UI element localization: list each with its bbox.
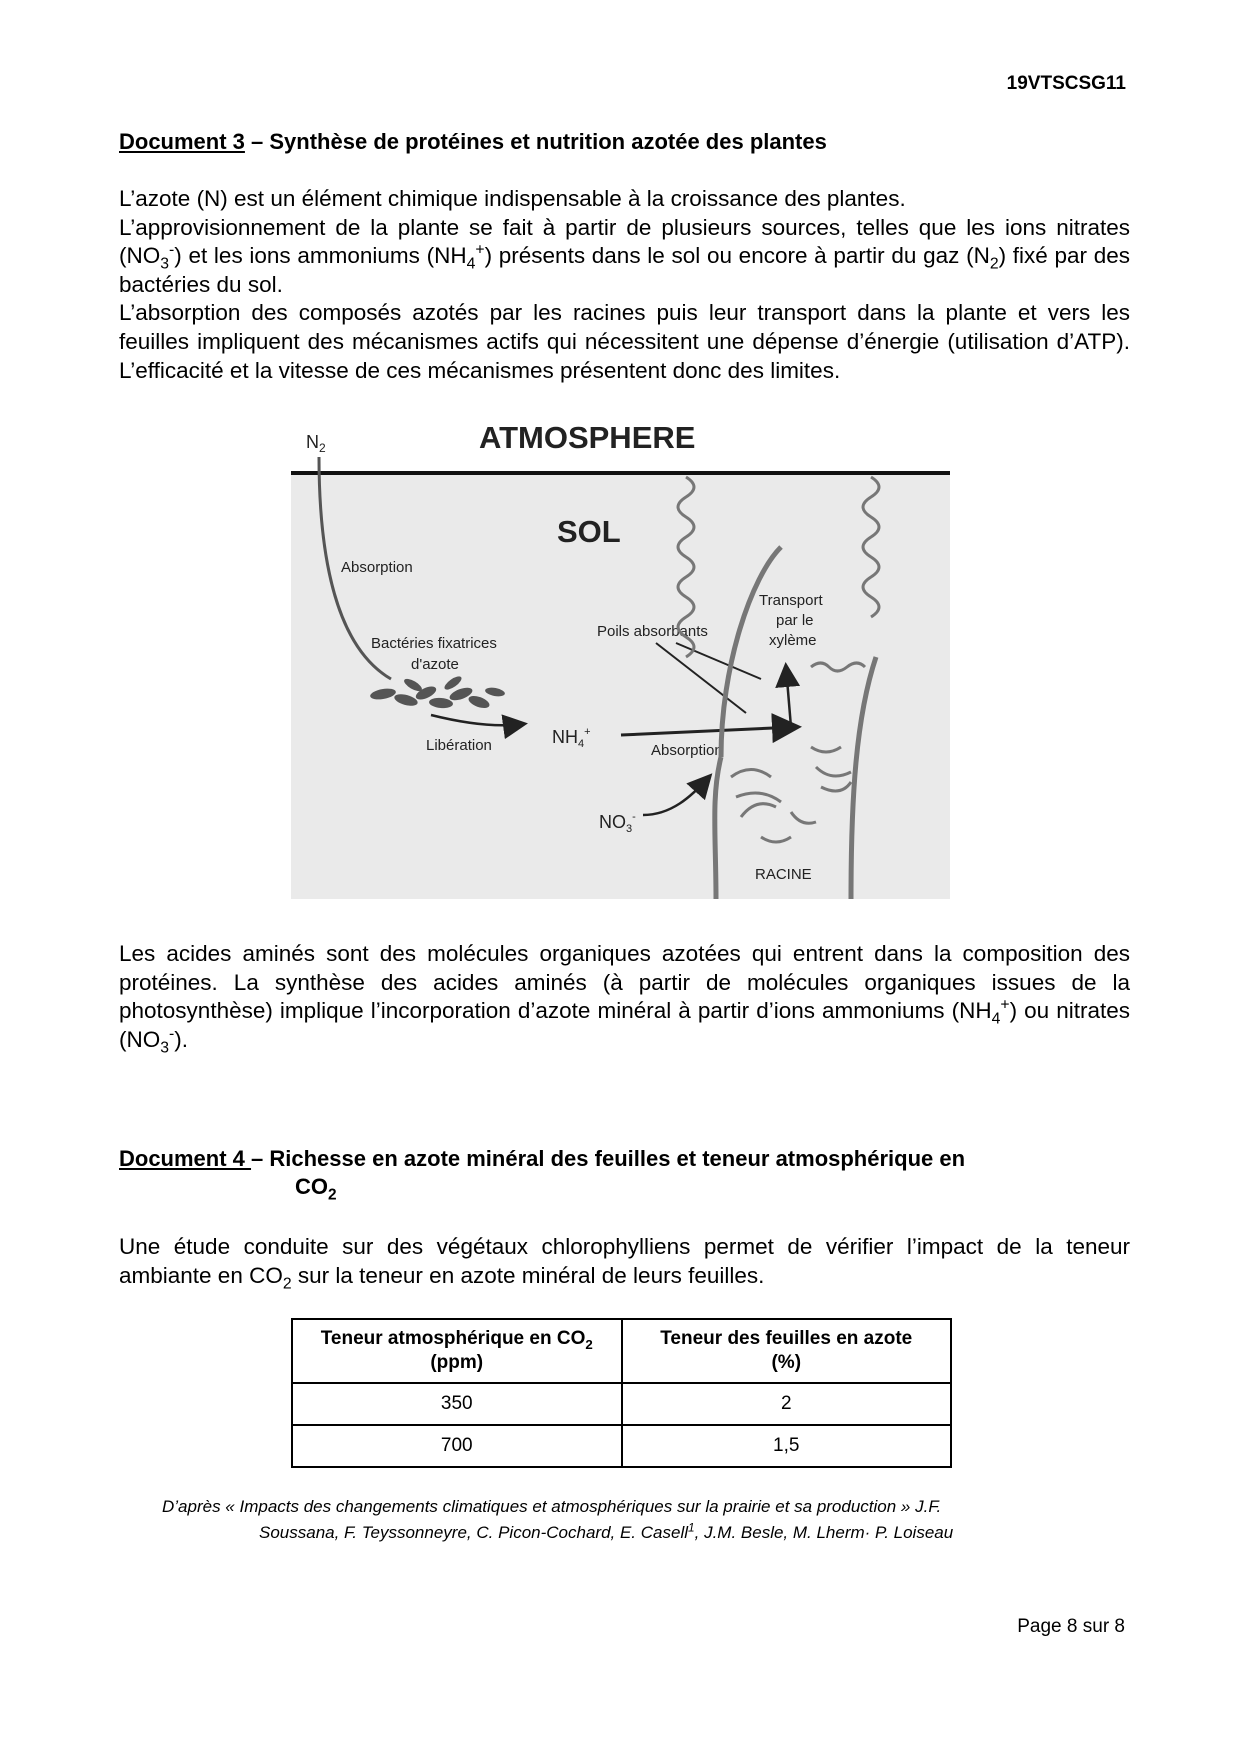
sol-label: SOL bbox=[557, 514, 621, 549]
no3-label: $NO_3^-$ bbox=[599, 811, 636, 835]
table-row bbox=[292, 1383, 951, 1425]
document-3-label: Document 3 bbox=[119, 129, 245, 154]
col-nitrogen-header: Teneur des feuilles en azote (%) bbox=[622, 1319, 952, 1383]
reference-line-2: Soussana, F. Teyssonneyre, C. Picon-Cochard, E. Casell$^1$, J.M. Besle, M. Lherm· P. Loiseau bbox=[259, 1520, 954, 1542]
nitrogen-cell: 1,5 bbox=[622, 1425, 952, 1467]
table-row bbox=[292, 1425, 951, 1467]
bacteria-label-1: Bactéries fixatrices bbox=[371, 635, 497, 652]
root-body-lower bbox=[715, 757, 721, 899]
transport-label-3: xylème bbox=[769, 632, 817, 649]
intro-line-1: L’azote (N) est un élément chimique indispensable à la croissance des plantes. bbox=[119, 186, 906, 211]
xylem-transport-arrow bbox=[786, 667, 791, 727]
table-header-row bbox=[292, 1319, 951, 1383]
col-co2-header: Teneur atmosphérique en $CO_2$ (ppm) bbox=[292, 1319, 622, 1383]
nitrogen-cycle-figure bbox=[291, 417, 950, 899]
nitrogen-cycle-diagram bbox=[291, 417, 950, 899]
document-4-title: – Richesse en azote minéral des feuilles et teneur atmosphérique en bbox=[251, 1146, 966, 1171]
bacteria-label-2: d'azote bbox=[411, 656, 459, 673]
absorption-left-label: Absorption bbox=[341, 559, 413, 576]
root-hairs bbox=[731, 747, 851, 842]
document-3-amino-acids: Les acides aminés sont des molécules organiques azotées qui entrent dans la composition des protéines. La synthèse des acides aminés (à partir de molécules organiques issues de la photosynthèse) implique l’incorporation d’azote minéral à partir d’ions ammoniums $(NH_4^+)$ ou nitrates $(NO_3^-)$. bbox=[119, 941, 1130, 1057]
poils-label: Poils absorbants bbox=[597, 623, 708, 640]
co2-cell: 700 bbox=[292, 1425, 622, 1467]
atmosphere-label: ATMOSPHERE bbox=[479, 420, 696, 455]
source-reference bbox=[162, 1494, 953, 1546]
root-hair-wavy-right bbox=[863, 477, 879, 617]
document-4-intro: Une étude conduite sur des végétaux chlorophylliens permet de vérifier l’impact de la teneur ambiante en $CO_2$ sur la teneur en azote minéral de leurs feuilles. bbox=[119, 1234, 1130, 1293]
co2-nitrogen-table bbox=[291, 1318, 952, 1468]
no3-absorption-arrow bbox=[643, 777, 709, 815]
poils-pointer-2 bbox=[676, 643, 761, 679]
liberation-label: Libération bbox=[426, 737, 492, 754]
root-body-right bbox=[851, 657, 876, 899]
document-4-heading bbox=[119, 1145, 966, 1204]
liberation-arrow bbox=[431, 715, 523, 725]
transport-label-1: Transport bbox=[759, 592, 823, 609]
root-body-left bbox=[721, 547, 781, 757]
reference-line-1: D’après « Impacts des changements climatiques et atmosphériques sur la prairie et sa production » J.F. bbox=[162, 1497, 942, 1516]
nh4-absorption-arrow bbox=[621, 727, 796, 735]
document-3-heading bbox=[119, 128, 827, 156]
page-number: Page 8 sur 8 bbox=[1017, 1616, 1125, 1637]
root-hair-wavy-mid bbox=[811, 663, 865, 671]
nitrogen-cell: 2 bbox=[622, 1383, 952, 1425]
racine-label: RACINE bbox=[755, 866, 812, 883]
document-3-intro bbox=[119, 185, 1130, 385]
absorption-mid-label: Absorption bbox=[651, 742, 723, 759]
document-4-label: Document 4 bbox=[119, 1146, 252, 1171]
document-4-title-co2: $CO_2$ bbox=[295, 1174, 337, 1204]
n2-label: $N_2$ bbox=[306, 432, 326, 455]
intro-sources: L’approvisionnement de la plante se fait à partir de plusieurs sources, telles que les ions nitrates $(NO_3^-)$ et les ions ammoniums $(NH_4^+)$ présents dans le sol ou encore à partir du gaz $(N_2)$ fixé par des bactéries du sol. bbox=[119, 214, 1131, 297]
co2-cell: 350 bbox=[292, 1383, 622, 1425]
nh4-label: $NH_4^+$ bbox=[552, 726, 591, 750]
document-code: 19VTSCSG11 bbox=[1006, 73, 1126, 94]
transport-label-2: par le bbox=[776, 612, 814, 629]
intro-absorption: L’absorption des composés azotés par les racines puis leur transport dans la plante et vers les feuilles impliquent des mécanismes actifs qui nécessitent une dépense d’énergie (utilisation d’ATP). L’efficacité et la vitesse de ces mécanismes présentent donc des limites. bbox=[119, 300, 1130, 383]
document-3-title: – Synthèse de protéines et nutrition azotée des plantes bbox=[244, 129, 827, 154]
